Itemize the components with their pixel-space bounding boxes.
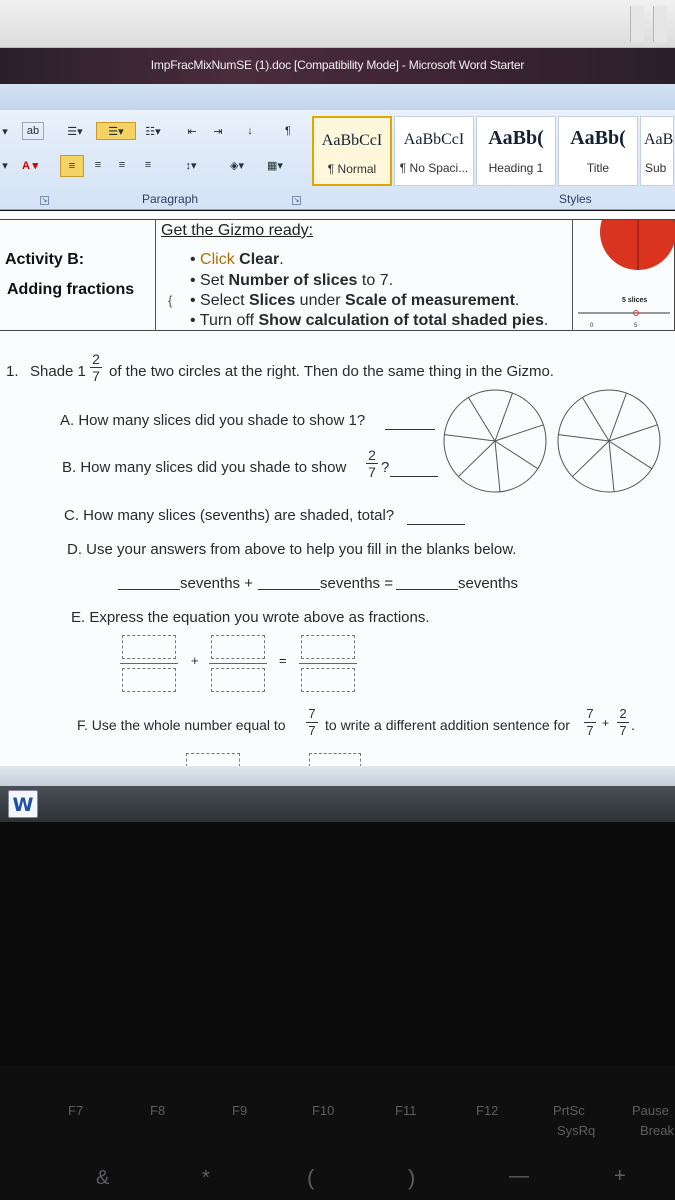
fraction-numerator: 2 xyxy=(368,447,376,463)
fraction xyxy=(583,707,597,738)
step-bold: Show calculation of total shaded pies xyxy=(258,312,544,329)
align-right-icon[interactable]: ≡ xyxy=(118,159,126,171)
sevenths-label: sevenths = xyxy=(320,575,393,592)
slice-line xyxy=(468,397,495,441)
style-normal[interactable] xyxy=(312,116,392,186)
gizmo-step: • Set Number of slices to 7. xyxy=(190,272,394,289)
key-plus: + xyxy=(614,1165,626,1187)
gizmo-step: • Turn off Show calculation of total shaded pies. xyxy=(190,312,549,329)
style-title[interactable] xyxy=(558,116,638,186)
answer-blank[interactable] xyxy=(118,589,180,590)
key-f9: F9 xyxy=(232,1103,248,1118)
key-break: Break xyxy=(640,1123,674,1138)
fraction-denominator: 7 xyxy=(308,723,316,738)
fraction xyxy=(305,707,319,738)
numbering-icon[interactable]: ☰▾ xyxy=(96,122,136,140)
slice-line xyxy=(558,435,609,441)
step-bold: Clear xyxy=(239,251,280,268)
window-title: ImpFracMixNumSE (1).doc [Compatibility Mode] - Microsoft Word Starter xyxy=(0,48,675,84)
fraction-bar xyxy=(299,663,357,664)
step-text: . xyxy=(279,251,284,268)
gizmo-thumbnail xyxy=(574,220,675,330)
paragraph-group-label: Paragraph xyxy=(142,192,199,206)
plus-sign: + xyxy=(602,716,610,730)
shading-icon[interactable]: ◈▾ xyxy=(230,159,244,172)
style-sample: AaB xyxy=(644,131,674,148)
style-sample: AaBb( xyxy=(570,127,626,149)
key-f7: F7 xyxy=(68,1103,84,1118)
step-text: to 7. xyxy=(357,272,394,289)
key-pause: Pause xyxy=(632,1103,669,1118)
slice-line xyxy=(495,441,538,469)
fraction-denominator: 7 xyxy=(92,368,100,384)
style-label: ¶ No Spaci... xyxy=(399,161,469,175)
slice-line xyxy=(458,441,495,477)
screen-top-strip xyxy=(0,0,675,48)
question-e: E. Express the equation you wrote above as fractions. xyxy=(71,609,430,626)
style-sample: AaBbCcI xyxy=(321,132,383,149)
step-text: Set xyxy=(200,272,229,289)
answer-blank[interactable] xyxy=(396,589,458,590)
question-text: ? xyxy=(381,459,390,476)
sort-icon[interactable]: ↓ xyxy=(247,125,253,137)
fraction xyxy=(89,352,103,383)
step-text: under xyxy=(295,292,346,309)
step-text: . xyxy=(543,312,549,329)
denominator-box[interactable] xyxy=(122,668,176,692)
question-c: C. How many slices (sevenths) are shaded, total? xyxy=(64,507,395,524)
line-spacing-icon[interactable]: ↕▾ xyxy=(185,159,197,172)
answer-blank[interactable] xyxy=(390,476,438,477)
step-text: . xyxy=(514,292,520,309)
key-minus: — xyxy=(509,1165,529,1187)
dropdown-arrow-icon[interactable]: ▾ xyxy=(2,125,8,138)
numerator-box[interactable] xyxy=(186,753,240,767)
ribbon xyxy=(0,110,675,210)
change-case-icon[interactable]: ab xyxy=(22,122,44,140)
slice-line xyxy=(572,441,609,477)
laptop-keyboard xyxy=(0,1065,675,1200)
dialog-launcher-icon[interactable]: ↘ xyxy=(41,197,48,204)
multilevel-list-icon[interactable]: ☷▾ xyxy=(145,125,161,138)
gizmo-step: • Select Slices under Scale of measurement. xyxy=(190,292,520,309)
key-sysrq: SysRq xyxy=(557,1123,596,1138)
ribbon-tabs-area xyxy=(0,84,675,110)
answer-blank[interactable] xyxy=(258,589,320,590)
period: . xyxy=(631,717,635,733)
numerator-box[interactable] xyxy=(211,635,265,659)
question-d: D. Use your answers from above to help you fill in the blanks below. xyxy=(67,541,517,558)
numerator-box[interactable] xyxy=(301,635,355,659)
key-prtsc: PrtSc xyxy=(553,1103,585,1118)
word-app-icon[interactable]: W xyxy=(8,790,38,818)
question-a: A. How many slices did you shade to show 1? xyxy=(60,412,366,429)
key-f11: F11 xyxy=(395,1103,417,1118)
step-bold: Slices xyxy=(248,292,296,309)
fraction-numerator: 2 xyxy=(92,351,100,367)
key-paren-open: ( xyxy=(307,1165,315,1190)
dialog-launcher-icon[interactable]: ↘ xyxy=(293,197,300,204)
style-heading-1[interactable] xyxy=(476,116,556,186)
pilcrow-icon[interactable]: ¶ xyxy=(285,125,291,137)
window-control[interactable] xyxy=(630,6,644,42)
borders-icon[interactable]: ▦▾ xyxy=(267,159,283,172)
styles-group-label: Styles xyxy=(559,192,592,206)
fraction-denominator: 7 xyxy=(368,464,376,480)
key-f10: F10 xyxy=(312,1103,335,1118)
thumb-label: 5 slices xyxy=(622,297,648,304)
window-control[interactable] xyxy=(653,6,667,42)
slice-line xyxy=(444,435,495,441)
step-bold: Scale of measurement xyxy=(345,292,515,309)
gizmo-step: • Click Clear. xyxy=(190,251,284,268)
question-f: F. Use the whole number equal to xyxy=(77,717,286,733)
status-bar xyxy=(0,766,675,786)
document-page[interactable] xyxy=(0,211,675,766)
align-center-icon[interactable]: ≡ xyxy=(94,159,102,171)
key-f12: F12 xyxy=(476,1103,499,1118)
key-ampersand: & xyxy=(96,1167,110,1189)
table-divider xyxy=(572,219,573,331)
style-no-spacing[interactable] xyxy=(394,116,474,186)
bullets-icon[interactable]: ☰▾ xyxy=(67,125,83,138)
step-bold: Number of slices xyxy=(228,272,358,289)
increase-indent-icon[interactable]: ⇥ xyxy=(213,125,223,138)
slice-line xyxy=(582,397,609,441)
justify-icon[interactable]: ≡ xyxy=(144,159,152,171)
equals-sign: = xyxy=(279,653,287,668)
fraction-denominator: 7 xyxy=(586,723,594,738)
style-label: Heading 1 xyxy=(488,161,544,175)
question-text: Shade 1 xyxy=(30,363,86,380)
fraction-bar xyxy=(120,663,178,664)
style-sample: AaBb( xyxy=(488,127,544,149)
denominator-box[interactable] xyxy=(301,668,355,692)
fraction-numerator: 7 xyxy=(308,706,316,721)
numerator-box[interactable] xyxy=(122,635,176,659)
question-number: 1. xyxy=(6,363,19,380)
style-subtitle[interactable] xyxy=(640,116,674,186)
step-text: Select xyxy=(200,292,249,309)
styles-gallery xyxy=(312,116,674,186)
step-text: Click xyxy=(200,251,240,268)
slice-line xyxy=(609,441,614,492)
slice-line xyxy=(609,425,657,441)
dropdown-arrow-icon[interactable]: ▾ xyxy=(2,159,8,172)
table-divider xyxy=(155,219,156,331)
question-b xyxy=(62,459,346,476)
answer-blank[interactable] xyxy=(407,524,465,525)
question-text: to write a different addition sentence for xyxy=(325,717,570,733)
plus-sign: + xyxy=(191,653,199,668)
font-color-icon[interactable]: A ▾ xyxy=(21,159,39,172)
question-text: of the two circles at the right. Then do the same thing in the Gizmo. xyxy=(109,363,554,380)
answer-blank[interactable] xyxy=(385,429,435,430)
activity-subtitle: Adding fractions xyxy=(7,281,135,298)
sevenths-label: sevenths + xyxy=(180,575,253,592)
slice-line xyxy=(609,441,652,469)
sevenths-label: sevenths xyxy=(458,575,519,592)
brace-icon: { xyxy=(168,293,173,308)
decrease-indent-icon[interactable]: ⇤ xyxy=(187,125,197,138)
slice-line xyxy=(495,425,543,441)
fraction xyxy=(616,707,630,738)
style-label: ¶ Normal xyxy=(327,162,377,176)
fraction xyxy=(365,448,379,479)
denominator-box[interactable] xyxy=(211,668,265,692)
fraction-numerator: 7 xyxy=(586,706,594,721)
slice-line xyxy=(609,393,626,441)
fraction-circles xyxy=(440,389,670,499)
style-sample: AaBbCcI xyxy=(403,131,465,148)
tick-label: 0 xyxy=(590,323,594,329)
question-text: B. How many slices did you shade to show xyxy=(62,459,347,476)
taskbar xyxy=(0,786,675,822)
activity-title: Activity B: xyxy=(5,251,85,268)
slice-line xyxy=(495,393,512,441)
align-left-icon[interactable]: ≡ xyxy=(60,155,84,177)
step-text: Turn off xyxy=(199,312,259,329)
key-paren-close: ) xyxy=(408,1165,416,1190)
slice-line xyxy=(495,441,500,492)
gizmo-heading: Get the Gizmo ready: xyxy=(161,222,314,239)
key-asterisk: * xyxy=(202,1167,210,1189)
fraction-denominator: 7 xyxy=(619,723,627,738)
numerator-box[interactable] xyxy=(309,753,361,767)
style-label: Sub xyxy=(645,161,667,175)
fraction-numerator: 2 xyxy=(619,706,627,721)
fraction-bar xyxy=(209,663,267,664)
style-label: Title xyxy=(586,161,610,175)
tick-label: 5 xyxy=(634,323,638,329)
key-f8: F8 xyxy=(150,1103,166,1118)
